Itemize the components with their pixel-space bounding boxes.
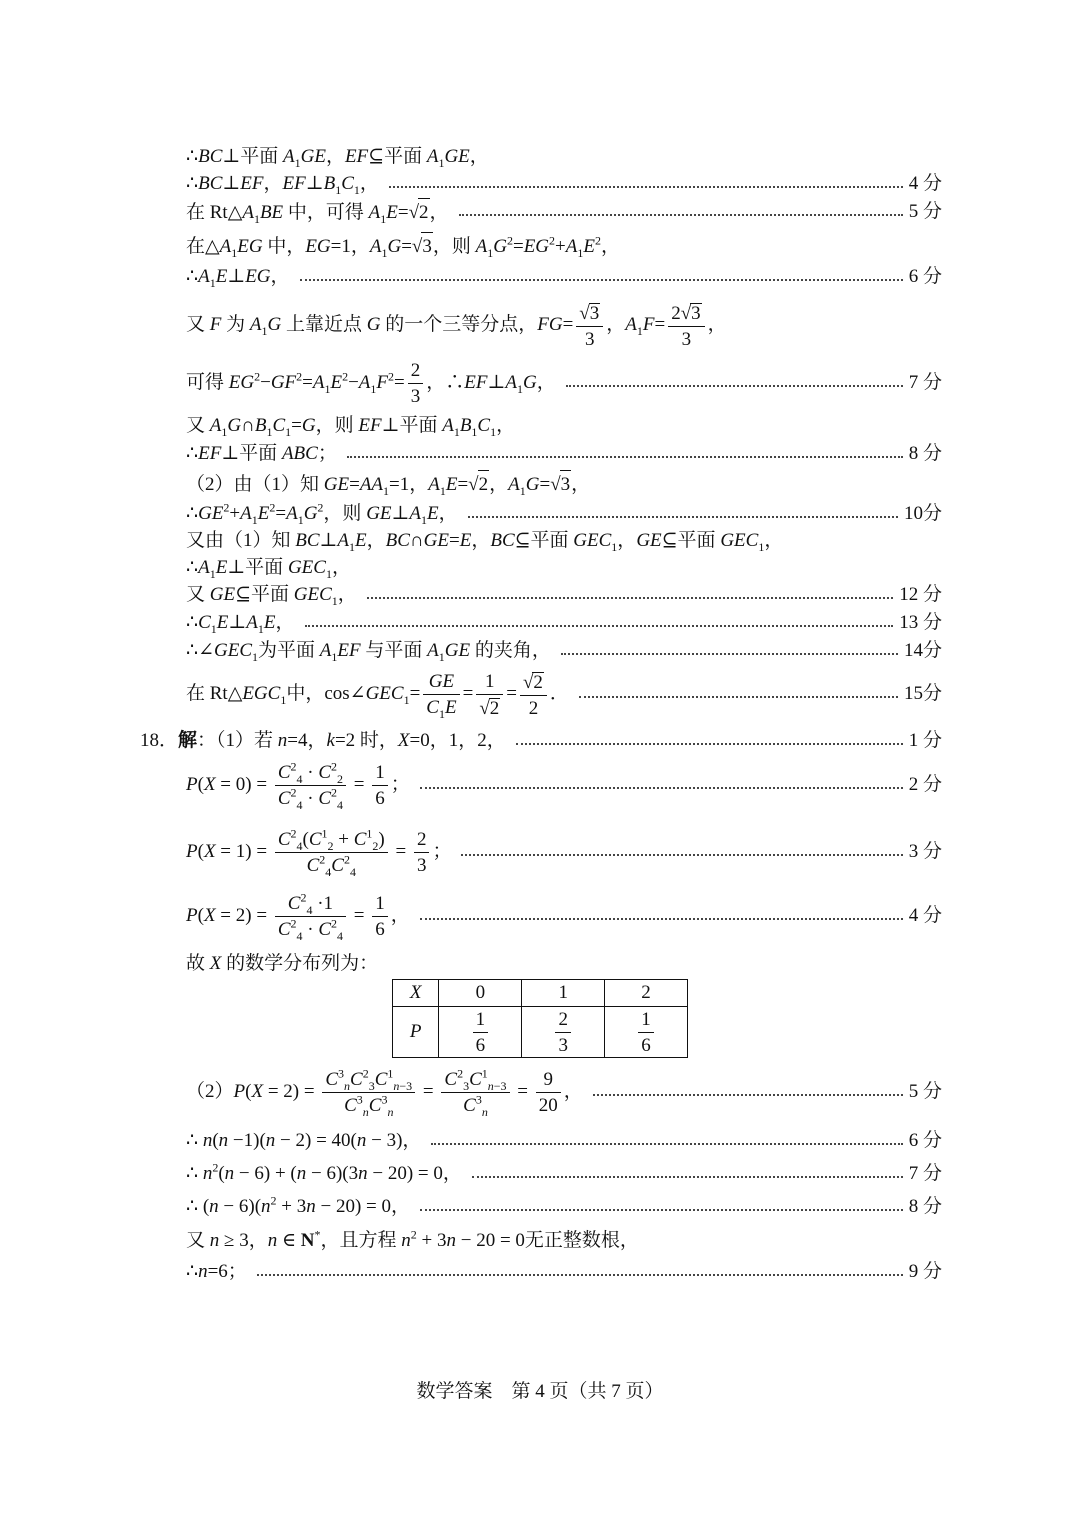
score: 4 分 — [908, 173, 942, 194]
score: 5 分 — [908, 1081, 942, 1102]
score: 3 分 — [908, 841, 942, 862]
dist-intro: 故 X 的数学分布列为： — [186, 953, 379, 974]
line-3: 在 $Rt\triangle A_1BE$ 中，可得 $A_1E=√2$， 5 分 — [186, 198, 942, 226]
leader-dots — [579, 696, 898, 698]
score: 6 分 — [908, 266, 942, 287]
table-cell: X — [393, 980, 439, 1007]
line-11: $\therefore GE^2+A_1E^2=A_1G^2$，则 $GE\perp A_1E$， 10分 — [186, 500, 942, 527]
eq1-line: ∴ n(n −1)(n − 2) = 40(n − 3)， 6 分 — [186, 1127, 942, 1155]
leader-dots — [593, 1094, 903, 1096]
eq2-line: ∴ $n^2(n - 6) + (n - 6)(3n - 20) = 0$， 7 分 — [186, 1160, 942, 1188]
score: 2 分 — [908, 774, 942, 795]
q18-line: 18．解：（1）若 n=4，k=2 时，X=0，1，2， 1 分 — [140, 727, 942, 755]
score: 14分 — [903, 640, 942, 661]
line-9: ∴EF⊥平面 ABC； 8 分 — [186, 440, 942, 468]
table-cell: P — [393, 1007, 439, 1058]
eq5-line: ∴n=6； 9 分 — [186, 1258, 942, 1286]
eq3-line: ∴ $(n - 6)(n^2 + 3n - 20) = 0$， 8 分 — [186, 1193, 942, 1221]
line-2: ∴BC⊥EF，$EF\perp B_1C_1$， 4 分 — [186, 170, 942, 198]
score: 9 分 — [908, 1261, 942, 1282]
table-cell: $\frac{2}{3}$ — [522, 1007, 605, 1058]
line-4: 在$\triangle A_1EG$ 中，EG=1，$A_1G=√3$，则 $A_1G^2=EG^2+A_1E^2$， — [186, 233, 620, 260]
leader-dots — [420, 918, 903, 920]
table-header-row — [393, 980, 688, 1007]
line-17: 在 $Rt\triangle EGC_1$中，$\cos\angle GEC_1=$ $\frac{GE}{C_1E}$ = $\frac{1}{√2}$ = $\frac{√2}{2}$ ． 15分 — [186, 667, 942, 721]
line-14: 又 GE⊆平面 $GEC_1$， 12 分 — [186, 581, 942, 609]
line-8: 又 $A_1G\cap B_1C_1=G$，则 EF⊥平面 $A_1B_1C_1$， — [186, 415, 516, 439]
line-16: $\therefore\angle GEC_1$为平面 $A_1EF$ 与平面 $A_1GE$ 的夹角， 14分 — [186, 637, 942, 665]
table-cell: 1 — [522, 980, 605, 1007]
score: 7 分 — [908, 372, 942, 393]
line-6: 又 F 为 $A_1G$ 上靠近点 G 的一个三等分点，FG= $\frac{√3}{3}$ ，$A_1F=$ $\frac{2√3}{3}$ ， — [186, 302, 727, 350]
leader-dots — [461, 854, 902, 856]
score: 7 分 — [908, 1163, 942, 1184]
line-5: $\therefore A_1E\perp EG$， 6 分 — [186, 263, 942, 291]
table-row — [393, 1007, 688, 1058]
line-12: 又由（1）知 $BC\perp A_1E$，BC∩GE=E，BC⊆平面 $GEC_1$，GE⊆平面 $GEC_1$， — [186, 530, 784, 554]
score: 12 分 — [899, 584, 942, 605]
line-13: $\therefore A_1E\perp$平面 $GEC_1$， — [186, 557, 351, 581]
eq4-line: 又 n ≥ 3，n ∈ N*，且方程 $n^2 + 3n - 20 = 0$无正整数根， — [186, 1227, 639, 1251]
table-cell: 0 — [439, 980, 522, 1007]
leader-dots — [468, 516, 898, 518]
score: 13 分 — [899, 612, 942, 633]
leader-dots — [561, 653, 898, 655]
p1-line: P(X = 1) = $\frac{C^2_4(C^1_2 + C^1_2)}{C^2_4C^2_4}$ = $\frac{2}{3}$ ； 3 分 — [186, 821, 942, 883]
leader-dots — [420, 787, 903, 789]
score: 15分 — [903, 683, 942, 704]
line-15: $\therefore C_1E\perp A_1E$， 13 分 — [186, 609, 942, 637]
leader-dots — [300, 279, 903, 281]
leader-dots — [257, 1274, 903, 1276]
score: 4 分 — [908, 905, 942, 926]
score: 5 分 — [908, 201, 942, 222]
leader-dots — [431, 1143, 902, 1145]
p2b-line: （2）P(X = 2) = $\frac{C^3_nC^2_3C^1_{n-3}}{C^3_nC^3_n}$ = $\frac{C^2_3C^1_{n-3}}{C^3_n}$ = $\frac{9}{20}$ ， 5 分 — [186, 1061, 942, 1123]
leader-dots — [516, 743, 903, 745]
score: 8 分 — [908, 443, 942, 464]
distribution-table — [392, 979, 688, 1058]
leader-dots — [420, 1209, 903, 1211]
line-1 — [186, 143, 942, 171]
score: 6 分 — [908, 1130, 942, 1151]
leader-dots — [566, 385, 903, 387]
score: 8 分 — [908, 1196, 942, 1217]
p2-line: P(X = 2) = $\frac{C^2_4 \cdot 1}{C^2_4 \cdot C^2_4}$ = $\frac{1}{6}$ ， 4 分 — [186, 885, 942, 947]
line-7: 可得 $EG^2-GF^2=A_1E^2-A_1F^2=$ $\frac{2}{3}$ ，$\therefore EF\perp A_1G$， 7 分 — [186, 356, 942, 410]
page-footer: 数学答案 第 4 页（共 7 页） — [416, 1381, 664, 1402]
leader-dots — [459, 214, 903, 216]
score: 10分 — [903, 503, 942, 524]
p0-line: P(X = 0) = $\frac{C^2_4 \cdot C^2_2}{C^2_4 \cdot C^2_4}$ = $\frac{1}{6}$ ； 2 分 — [186, 754, 942, 816]
table-cell: 2 — [605, 980, 688, 1007]
leader-dots — [367, 597, 893, 599]
table-cell: $\frac{1}{6}$ — [439, 1007, 522, 1058]
leader-dots — [472, 1176, 903, 1178]
leader-dots — [389, 186, 903, 188]
score: 1 分 — [908, 730, 942, 751]
table-cell: $\frac{1}{6}$ — [605, 1007, 688, 1058]
line-10: （2）由（1）知 $GE=AA_1=1$，$A_1E=√2$，$A_1G=√3$， — [186, 470, 942, 498]
line-text: ∴BC⊥平面 $A_1GE$，EF⊆平面 $A_1GE$， — [186, 146, 489, 170]
leader-dots — [305, 625, 894, 627]
leader-dots — [347, 456, 903, 458]
